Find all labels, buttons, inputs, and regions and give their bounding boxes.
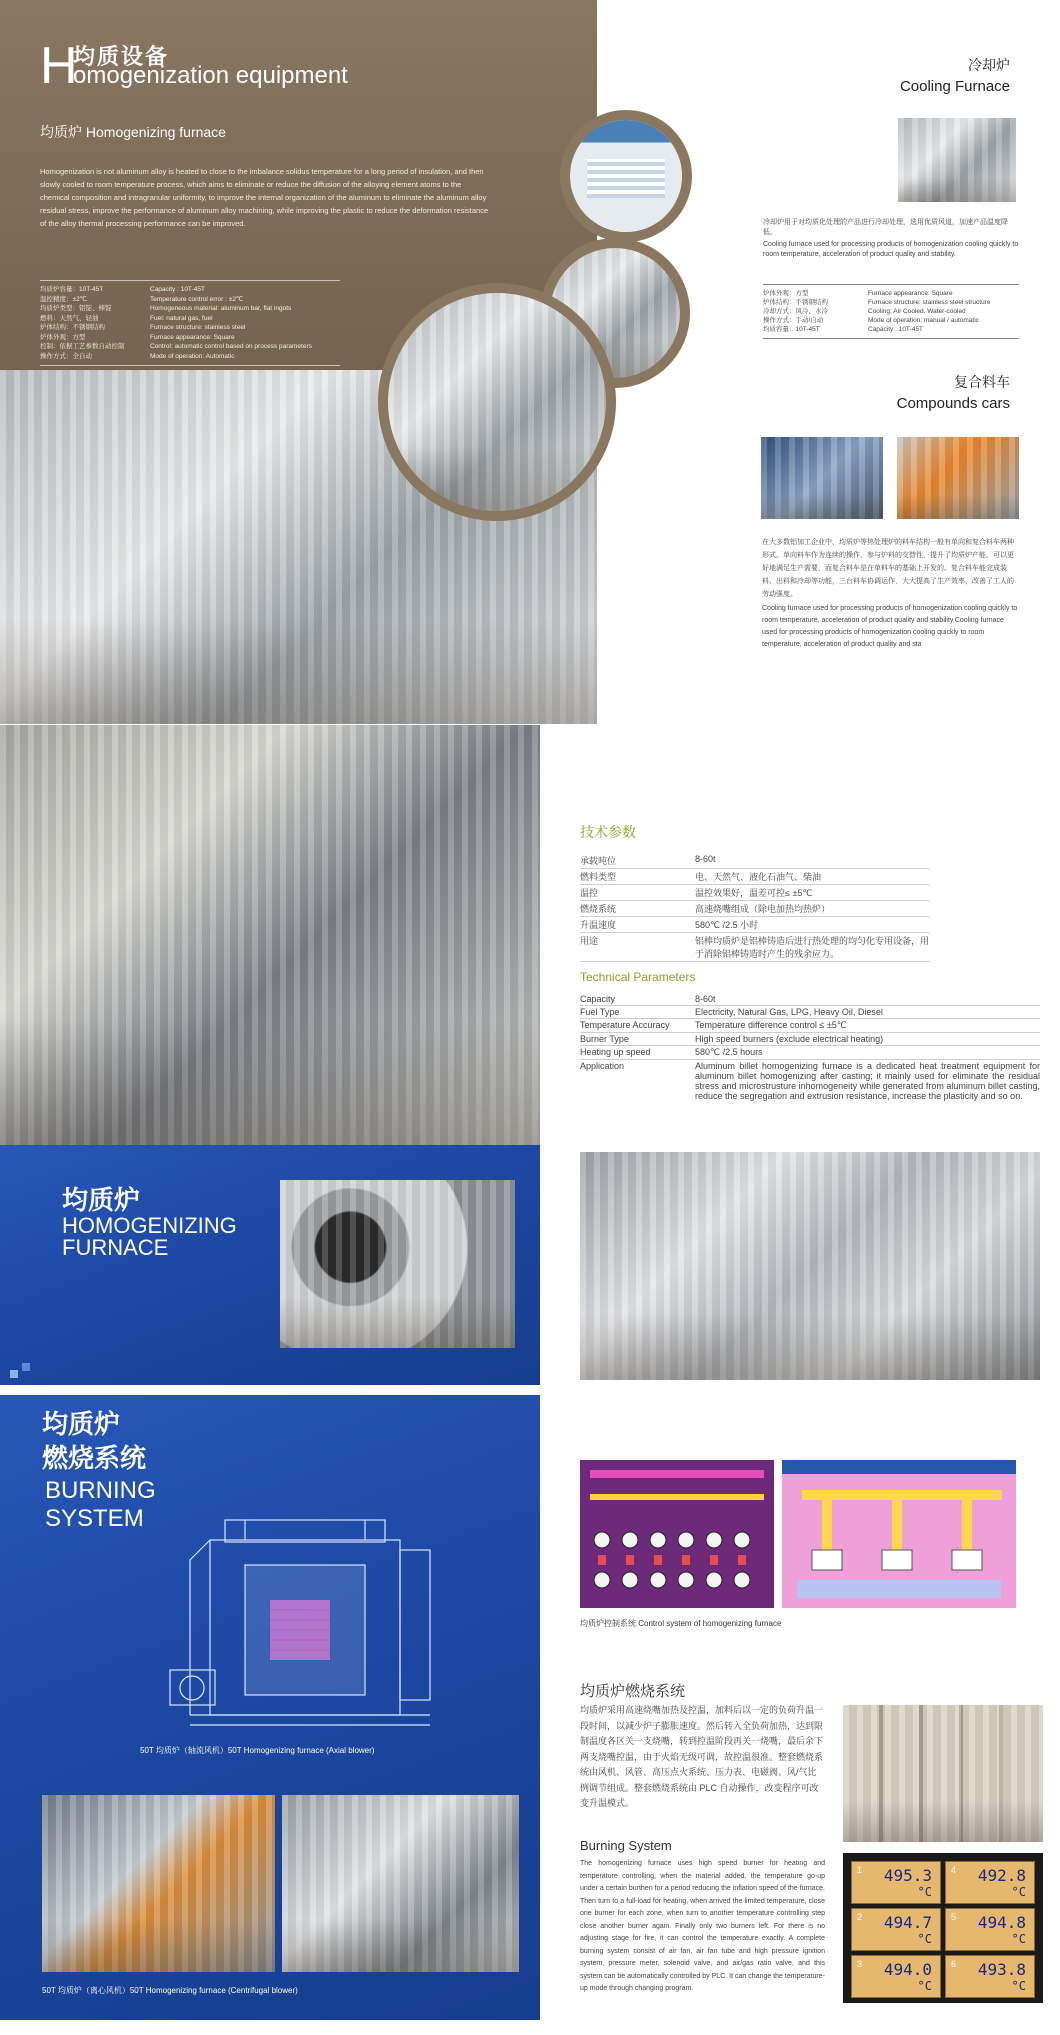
hero-subtitle: 均质炉 Homogenizing furnace — [40, 124, 226, 140]
banner2-title-cn — [42, 1407, 146, 1475]
hero-title-cn: 均质设备 — [73, 44, 170, 69]
control-screen-1 — [580, 1460, 774, 1608]
param-value: 铝棒均质炉是铝棒铸造后进行热处理的均匀化专用设备，用于消除铝棒铸造时产生的残余应力。 — [695, 936, 930, 959]
control-screen-circle-photo — [560, 110, 692, 242]
spec-item: Capacity : 10T-45T — [150, 286, 205, 293]
param-value: 电、天然气、液化石油气、柴油 — [695, 872, 822, 882]
hero-body-en: Homogenization is not aluminum alloy is heated to close to the imbalance solidus temperature for a long period of insulation, and then slowly cooled to room temperature process, which aims to eliminate or reduce the diffusion of the alloying element atoms to the chemical composition and intragranular uniformity, to improve the internal organization of the aluminum to eliminate the aluminum alloy residual stress, improve the performance of aluminum alloy machining, while improving the plastic to reduce the deformation resistance of the alloy thermal processing performance can be improved. — [40, 167, 489, 228]
spec-item: 炉体结构：不锈钢结构 — [763, 299, 828, 306]
banner2-title-en — [45, 1477, 156, 1533]
cooling-spec-table — [763, 284, 1019, 339]
spec-item: Fuel: natural gas, fuel — [150, 314, 213, 322]
compounds-body-en: Cooling furnace used for processing products of homogenization cooling quickly to room temperature, acceleration of product quality and stability.Cooling furnace used for processing products of homogenization cooling quickly to room temperature, acceleration of product quality and sta — [762, 605, 1018, 648]
param-name: 温控 — [580, 888, 599, 898]
spec-item: Control: automatic control based on process parameters — [150, 343, 312, 350]
table-row — [580, 853, 930, 869]
tech-en-table — [580, 993, 1040, 1102]
spec-item: 温控精度：±2℃ — [40, 295, 87, 303]
spec-item: 炉体外观：方型 — [40, 333, 86, 341]
cooling-body-cn: 冷却炉用于对均质化处理的产品进行冷却处理，选用优质风道，加速产品温度降低。 — [763, 219, 1008, 236]
readout-unit: °C — [1011, 1979, 1026, 1993]
spec-item: Capacity : 10T-45T — [868, 326, 923, 333]
param-name: Burner Type — [580, 1034, 629, 1044]
readout-unit: °C — [1011, 1885, 1026, 1899]
temperature-readout — [945, 1955, 1035, 1998]
cooling-spec-en — [868, 289, 1019, 334]
furnace-door-photo — [580, 1152, 1040, 1380]
banner2-title-en-line: SYSTEM — [45, 1505, 144, 1532]
control-cabinet-photo — [843, 1705, 1043, 1842]
param-value: 580℃ /2.5 小时 — [695, 920, 759, 930]
banner1-title-en-line: HOMOGENIZING — [62, 1213, 237, 1238]
decor-square — [10, 1370, 18, 1378]
readout-unit: °C — [917, 1979, 932, 1993]
spec-item: 均质容量：10T-45T — [763, 326, 820, 333]
spec-item: Furnace structure: stainless steel — [150, 324, 246, 331]
banner1-title-en — [62, 1215, 237, 1259]
spec-item: Mode of operation: Automatic — [150, 352, 235, 360]
banner1-title-cn: 均质炉 — [62, 1185, 141, 1215]
tech-en-title: Technical Parameters — [580, 970, 696, 984]
centrifugal-furnace-photo-2 — [282, 1795, 519, 1972]
temperature-readout — [945, 1861, 1035, 1904]
centrifugal-caption: 50T 均质炉（离心风机）50T Homogenizing furnace (Centrifugal blower) — [42, 1986, 298, 1995]
readout-value: 494.8 — [977, 1913, 1026, 1932]
readout-value: 494.0 — [883, 1960, 932, 1979]
fan-photo — [280, 1180, 515, 1348]
readout-value: 494.7 — [883, 1913, 932, 1932]
readout-unit: °C — [1011, 1932, 1026, 1946]
spec-item: 均质炉容量：10T-45T — [40, 286, 104, 293]
cooling-furnace-photo — [898, 118, 1016, 202]
burning-title-cn: 均质炉燃烧系统 — [580, 1683, 686, 1700]
param-value: 8-60t — [695, 994, 716, 1004]
spec-item: 操作方式：全自动 — [40, 352, 92, 360]
param-name: 燃料类型 — [580, 872, 617, 882]
table-row — [580, 1019, 1040, 1033]
readout-unit: °C — [917, 1932, 932, 1946]
table-row — [580, 1046, 1040, 1060]
hero-title-initial: H — [40, 37, 78, 95]
param-name: Heating up speed — [580, 1047, 651, 1057]
spec-item: 均质炉类型：铝锭、棒锭 — [40, 305, 112, 312]
param-name: Fuel Type — [580, 1007, 620, 1017]
readout-index: 5 — [951, 1912, 957, 1922]
spec-item: 操作方式：手动/自动 — [763, 317, 824, 324]
table-row — [580, 917, 930, 933]
compounds-car-photo-2 — [897, 437, 1019, 519]
param-name: 用途 — [580, 936, 599, 946]
furnace-burner-photo — [0, 725, 540, 1145]
temperature-grid — [851, 1861, 1035, 1995]
readout-index: 3 — [857, 1959, 863, 1969]
control-screen-2 — [782, 1460, 1016, 1608]
cooling-title-cn: 冷却炉 — [968, 57, 1010, 73]
param-value: 580℃ /2.5 hours — [695, 1047, 763, 1057]
readout-index: 2 — [857, 1912, 863, 1922]
readout-unit: °C — [917, 1885, 932, 1899]
hero-spec-en — [150, 285, 340, 361]
temperature-readout — [851, 1955, 941, 1998]
param-name: Temperature Accuracy — [580, 1020, 670, 1030]
hero-spec-cn — [40, 285, 150, 361]
param-value: Temperature difference control ≤ ±5℃ — [695, 1020, 847, 1030]
compounds-car-photo-1 — [761, 437, 883, 519]
param-value: 8-60t — [695, 854, 716, 864]
readout-index: 6 — [951, 1959, 957, 1969]
spec-item: Mode of operation: manual / automatic — [868, 317, 979, 324]
spec-item: Cooling: Air Cooled, Water-cooled — [868, 308, 966, 315]
control-system-caption: 均质炉控制系统 Control system of homogenizing furnace — [580, 1619, 782, 1628]
table-row — [580, 901, 930, 917]
banner2-title-cn-line: 均质炉 — [42, 1409, 121, 1439]
cooling-spec-cn — [763, 289, 868, 334]
readout-value: 492.8 — [977, 1866, 1026, 1885]
param-value: High speed burners (exclude electrical heating) — [695, 1034, 884, 1044]
spec-item: Homogeneous material: aluminum bar, flat ingots — [150, 305, 292, 312]
compounds-body — [762, 536, 1020, 651]
spec-item: 燃料：天然气、轻油 — [40, 314, 99, 322]
spec-item: Furnace structure: stainless steel structure — [868, 299, 991, 306]
table-row — [580, 993, 1040, 1006]
readout-value: 493.8 — [977, 1960, 1026, 1979]
readout-index: 4 — [951, 1865, 957, 1875]
furnace-blueprint-drawing — [150, 1510, 450, 1745]
compounds-body-cn: 在大多数铝加工企业中，均质炉等热处理炉的料车结构一般有单向和复合料车两种形式。单向料车作为连续的操作，参与炉料的交替性，提升了均质炉产能，可以更好地满足生产需要，而复合料车是在单料车的基础上开发的。复合料车能完成装料、出料和冷却等功能，三台料车协调运作，大大提高了生产效率，改善了工人的劳动强度。 — [762, 539, 1014, 598]
furnace-circle-photo — [378, 283, 616, 521]
readout-value: 495.3 — [883, 1866, 932, 1885]
param-name: 承载吨位 — [580, 856, 617, 866]
spec-item: 炉体结构：不锈钢结构 — [40, 324, 105, 331]
param-name: Capacity — [580, 994, 616, 1004]
param-value: Electricity, Natural Gas, LPG, Heavy Oil, Diesel — [695, 1007, 883, 1017]
spec-item: 炉体外观：方型 — [763, 290, 809, 297]
hero-spec-table — [40, 280, 340, 366]
homogenizing-banner — [0, 1145, 540, 1385]
cooling-body-en: Cooling furnace used for processing products of homogenization cooling quickly to room temperature, acceleration of product quality and stability. — [763, 241, 1019, 258]
burning-body-en: The homogenizing furnace uses high speed burner for heating and temperature controlling, when the material added, the temperature go-up under a certain burthen for a period reducing the inflation speed of the furnace. Then turn to a full-load for heating, when arrived the limited temperature, close one burner for each zone, when turn to another temperature controlling step close another burner again. Finally only two burners left. For there is no adjusting stage for fire, it can control the temperature exactly. A complete burning system consist of air fan, air fan tube and high pressure ignition system, pressure meter, solenoid valve, and air/gas ratio valve, and this system can be automatically controlled by PLC. It can change the temperature-up mode through changing program. — [580, 1860, 825, 1992]
param-name: Application — [580, 1061, 625, 1071]
banner2-title-cn-line: 燃烧系统 — [42, 1443, 147, 1473]
param-value: Aluminum billet homogenizing furnace is a dedicated heat treatment equipment for aluminum billet homogenizing after casting; it mainly used for eliminate the residual stress and microstrusture inhomogeneity while generated from aluminum billet casting, reduce the segregation and extrusion resistance, increase the plasticity and so on. — [695, 1061, 1040, 1101]
temperature-display — [843, 1853, 1043, 2003]
temperature-readout — [851, 1861, 941, 1904]
compounds-title-cn: 复合料车 — [954, 374, 1010, 390]
param-value: 温控效果好，温差可控≤ ±5℃ — [695, 888, 813, 898]
param-name: 燃烧系统 — [580, 904, 617, 914]
burning-title-en: Burning System — [580, 1838, 672, 1853]
banner1-title-en-line: FURNACE — [62, 1235, 169, 1260]
centrifugal-furnace-photo-1 — [42, 1795, 275, 1972]
temperature-readout — [945, 1908, 1035, 1951]
table-row — [580, 933, 930, 962]
hero-body — [40, 165, 490, 231]
spec-item: 冷却方式：风冷、水冷 — [763, 308, 828, 315]
decor-square — [22, 1363, 30, 1371]
burning-body-cn: 均质炉采用高速烧嘴加热及控温，加料后以一定的负荷升温一段时间，以减少炉子膨胀速度。然后转入全负荷加热，达到限制温度各区关一支烧嘴，转到控温阶段再关一烧嘴，最后余下两支烧嘴控温，由于火焰无级可调，故控温很准。整套燃烧系统由风机、风管、高压点火系统、压力表、电磁阀、风/气比例调节组成。整套燃烧系统由 PLC 自动操作，改变程序可改变升温模式。 — [580, 1705, 824, 1808]
spec-item: Furnace appearance: Square — [868, 290, 953, 297]
param-value: 高速烧嘴组成（除电加热均热炉） — [695, 904, 831, 914]
temperature-readout — [851, 1908, 941, 1951]
burning-system-banner — [0, 1395, 540, 2020]
compounds-title-en: Compounds cars — [896, 395, 1010, 412]
control-screen-2-diagram — [782, 1460, 1016, 1608]
control-screen-1-diagram — [580, 1460, 774, 1608]
cooling-title-en: Cooling Furnace — [899, 78, 1010, 95]
table-row — [580, 885, 930, 901]
spec-item: 控制：依据工艺参数自动控制 — [40, 343, 125, 350]
tech-cn-title: 技术参数 — [580, 824, 636, 840]
banner2-title-en-line: BURNING — [45, 1477, 156, 1504]
spec-item: Furnace appearance: Square — [150, 333, 235, 341]
table-row — [580, 1006, 1040, 1019]
table-row — [580, 1060, 1040, 1102]
cooling-body — [763, 218, 1019, 260]
table-row — [580, 1033, 1040, 1046]
param-name: 升温速度 — [580, 920, 617, 930]
hero-title-en: omogenization equipment — [73, 62, 348, 89]
spec-item: Temperature control error : ±2℃ — [150, 295, 244, 303]
table-row — [580, 869, 930, 885]
axial-caption: 50T 均质炉（轴流风机）50T Homogenizing furnace (Axial blower) — [140, 1746, 375, 1755]
tech-cn-table — [580, 853, 930, 962]
readout-index: 1 — [857, 1865, 863, 1875]
